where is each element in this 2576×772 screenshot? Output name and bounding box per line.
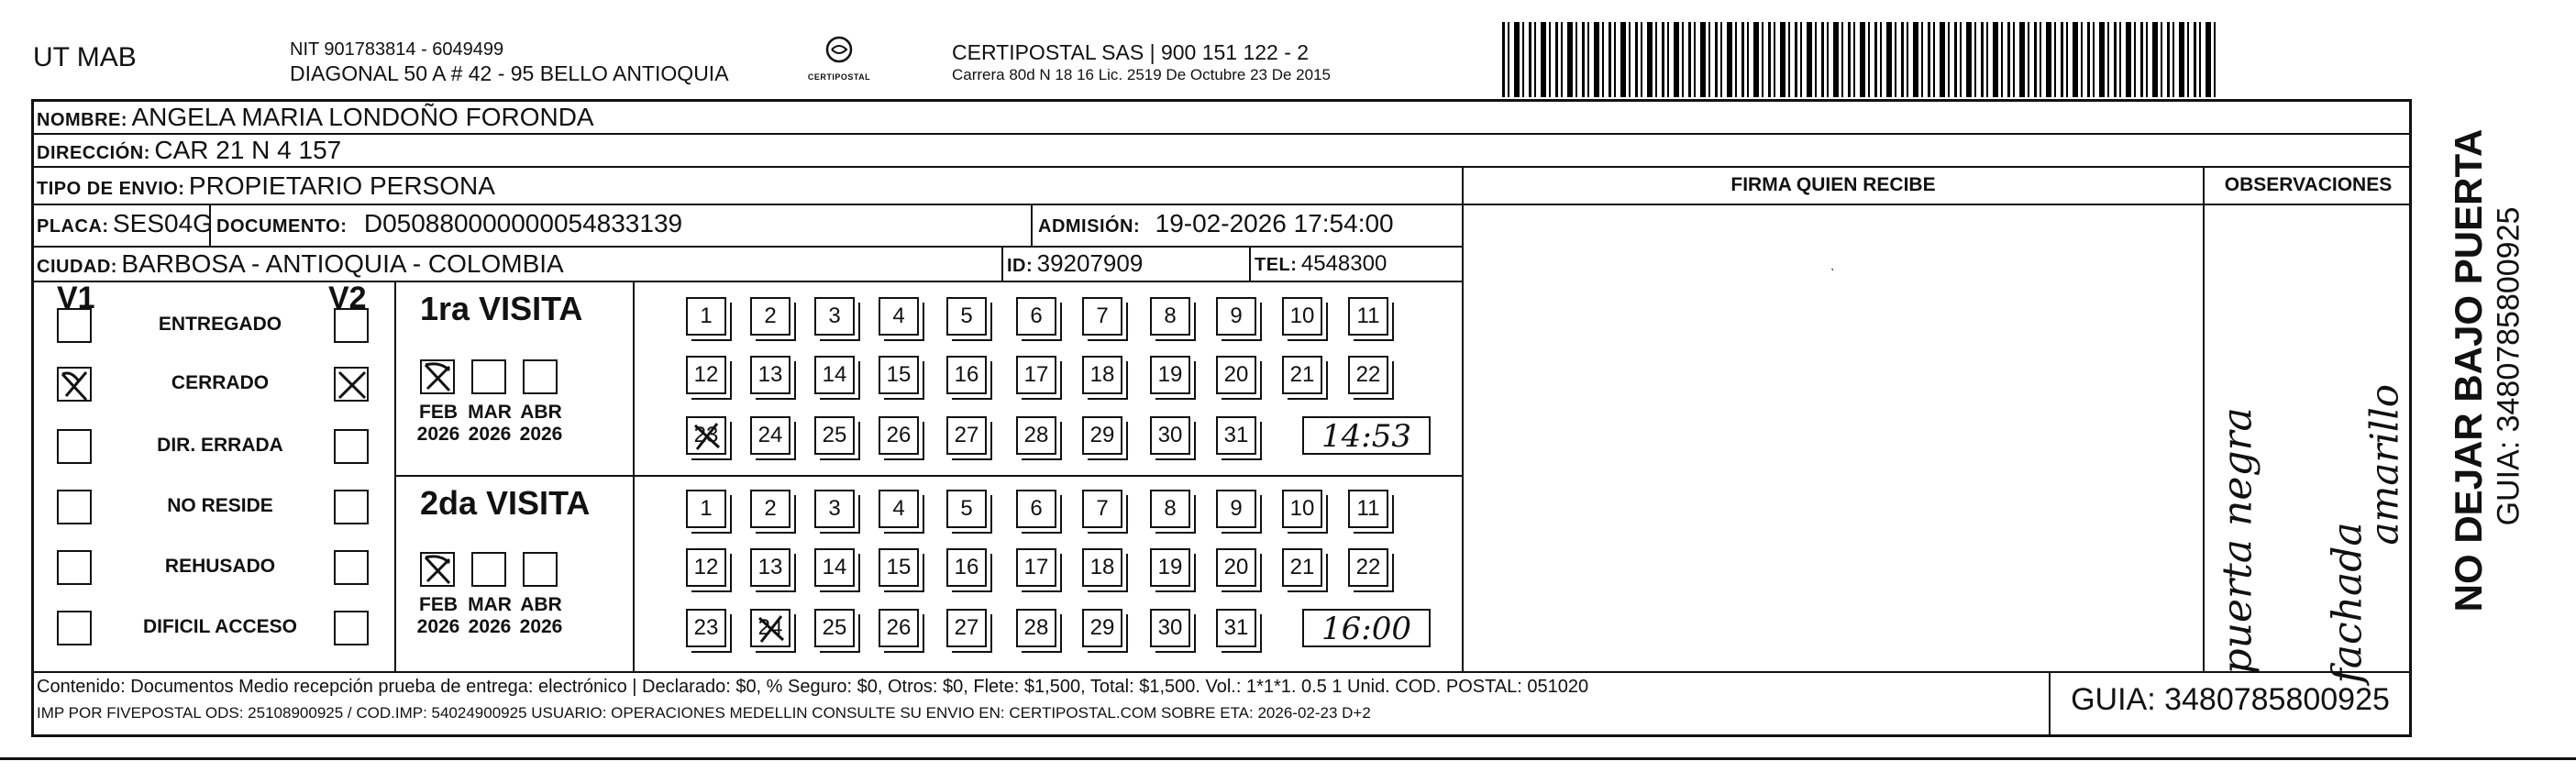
day-box[interactable]: [1016, 548, 1056, 587]
month-label: [464, 402, 515, 446]
day-box[interactable]: [1082, 548, 1122, 587]
signature-mark: ˋ: [1830, 266, 1835, 281]
day-number: 14: [822, 362, 847, 387]
day-box[interactable]: [1150, 416, 1190, 455]
month-year: 2026: [416, 424, 460, 445]
day-box[interactable]: [686, 609, 726, 647]
day-box[interactable]: [1150, 609, 1190, 647]
firma-header: FIRMA QUIEN RECIBE: [1730, 174, 1936, 195]
day-box[interactable]: [750, 297, 790, 336]
day-number: 30: [1157, 615, 1183, 640]
v1-checkbox[interactable]: [57, 429, 92, 464]
visit-time[interactable]: 16:00: [1302, 609, 1431, 647]
day-number: 11: [1356, 303, 1380, 328]
day-box[interactable]: [750, 490, 790, 528]
day-box[interactable]: [1082, 490, 1122, 528]
month-checkbox-mar[interactable]: [471, 359, 506, 394]
day-box[interactable]: [879, 356, 919, 394]
day-number: 19: [1157, 362, 1183, 387]
day-box[interactable]: [814, 297, 855, 336]
day-number: 25: [822, 615, 847, 640]
month-name: MAR: [468, 402, 512, 423]
v2-header: V2: [328, 281, 367, 315]
visit-2-title: 2da VISITA: [420, 484, 591, 522]
day-box[interactable]: [1150, 548, 1190, 587]
month-checkbox-feb[interactable]: [420, 552, 455, 587]
v2-checkbox[interactable]: [334, 550, 369, 585]
day-number: 31: [1223, 423, 1249, 447]
day-number: 11: [1356, 496, 1380, 521]
day-number: 21: [1289, 555, 1315, 579]
logo-icon: [821, 35, 857, 68]
ciudad-value: BARBOSA - ANTIOQUIA - COLOMBIA: [121, 249, 564, 278]
month-label: [413, 402, 464, 446]
day-number: 22: [1355, 555, 1381, 579]
check-mark-icon: [422, 554, 457, 589]
day-box[interactable]: [1082, 356, 1122, 394]
v1-checkbox[interactable]: [57, 367, 92, 402]
day-number: 10: [1289, 303, 1315, 328]
day-number: 2: [764, 496, 777, 521]
day-box[interactable]: [1282, 490, 1322, 528]
day-number: 18: [1089, 555, 1115, 579]
day-number: 26: [886, 615, 912, 640]
day-box[interactable]: [686, 490, 726, 528]
day-number: 10: [1289, 496, 1315, 521]
day-box[interactable]: [686, 548, 726, 587]
id-label: ID:: [1007, 256, 1034, 276]
day-box[interactable]: [1150, 490, 1190, 528]
day-number: 3: [828, 496, 841, 521]
day-box[interactable]: [879, 609, 919, 647]
footer-imp: IMP POR FIVEPOSTAL ODS: 25108900925 / COD.IMP: 54024900925 USUARIO: OPERACIONES MEDELLIN CONSULTE SU ENVIO EN: CERTIPOSTAL.COM SOBRE ETA: 2026-02-23 D+2: [37, 704, 1371, 722]
check-mark-icon: [59, 369, 94, 403]
day-box[interactable]: [1348, 356, 1388, 394]
day-number: 13: [757, 362, 783, 387]
day-number: 24: [757, 615, 783, 640]
day-number: 29: [1089, 615, 1115, 640]
day-box[interactable]: [1150, 356, 1190, 394]
day-number: 20: [1223, 362, 1249, 387]
observaciones-handwritten: [2214, 275, 2407, 684]
day-box[interactable]: [879, 490, 919, 528]
v2-checkbox[interactable]: [334, 611, 369, 645]
reason-label: NO RESIDE: [167, 495, 273, 516]
month-year: 2026: [519, 424, 563, 445]
day-number: 4: [892, 496, 905, 521]
day-box[interactable]: [946, 548, 987, 587]
month-name: FEB: [419, 594, 458, 615]
day-number: 1: [700, 496, 713, 521]
day-box[interactable]: [879, 548, 919, 587]
id-divider: [1001, 246, 1003, 281]
v1-checkbox[interactable]: [57, 611, 92, 645]
reason-label: REHUSADO: [164, 556, 276, 577]
observaciones-header: OBSERVACIONES: [2224, 174, 2393, 195]
day-box[interactable]: [879, 416, 919, 455]
month-name: FEB: [419, 402, 458, 423]
v1-checkbox[interactable]: [57, 550, 92, 585]
day-mark-icon: [691, 420, 724, 464]
month-divider: [633, 281, 635, 671]
day-number: 15: [886, 555, 912, 579]
firma-divider: [1462, 166, 1464, 671]
day-box[interactable]: [750, 416, 790, 455]
side-guia: GUIA: 3480785800925: [2491, 206, 2526, 526]
month-year: 2026: [416, 616, 460, 637]
day-number: 24: [757, 423, 783, 447]
month-checkbox-abr[interactable]: [523, 552, 558, 587]
day-box[interactable]: [1016, 356, 1056, 394]
month-checkbox-abr[interactable]: [523, 359, 558, 394]
recipient-address: CAR 21 N 4 157: [154, 136, 342, 164]
obs-line-1: puerta negra: [2214, 407, 2261, 675]
check-mark-icon: [422, 361, 457, 396]
day-box[interactable]: [814, 490, 855, 528]
v2-checkbox[interactable]: [334, 490, 369, 524]
day-box[interactable]: [1348, 297, 1388, 336]
day-number: 23: [693, 615, 719, 640]
day-number: 9: [1230, 496, 1243, 521]
ciudad-label: CIUDAD:: [37, 257, 117, 277]
v1-checkbox[interactable]: [57, 308, 92, 343]
admision-label: ADMISIÓN:: [1038, 216, 1141, 237]
day-number: 6: [1030, 496, 1043, 521]
day-number: 16: [954, 555, 979, 579]
row-divider: [31, 166, 2412, 168]
tel-value: 4548300: [1300, 251, 1388, 276]
day-number: 8: [1164, 303, 1177, 328]
day-number: 17: [1023, 555, 1049, 579]
day-number: 14: [822, 555, 847, 579]
day-number: 31: [1223, 615, 1249, 640]
month-name: MAR: [468, 594, 512, 615]
day-number: 2: [764, 303, 777, 328]
carrier-name: CERTIPOSTAL SAS | 900 151 122 - 2: [952, 40, 1310, 64]
day-box[interactable]: [1216, 490, 1256, 528]
day-number: 23: [693, 423, 719, 447]
row-divider: [31, 281, 1462, 282]
day-number: 21: [1289, 362, 1315, 387]
day-box[interactable]: [1016, 490, 1056, 528]
side-panel: [2421, 101, 2526, 660]
id-value: 39207909: [1036, 249, 1144, 277]
footer-divider: [31, 671, 2412, 673]
day-number: 28: [1023, 423, 1049, 447]
day-number: 19: [1157, 555, 1183, 579]
day-number: 4: [892, 303, 905, 328]
placa-label: PLACA:: [37, 216, 109, 237]
day-box[interactable]: [1082, 297, 1122, 336]
month-year: 2026: [468, 616, 512, 637]
direccion-label: DIRECCIÓN:: [37, 143, 150, 163]
day-number: 27: [954, 423, 979, 447]
v2-checkbox[interactable]: [334, 308, 369, 343]
month-label: [413, 594, 464, 638]
day-box[interactable]: [946, 297, 987, 336]
recipient-name: ANGELA MARIA LONDOÑO FORONDA: [131, 103, 594, 131]
visit-time[interactable]: 14:53: [1302, 416, 1431, 455]
day-box[interactable]: [814, 356, 855, 394]
day-box[interactable]: [879, 297, 919, 336]
day-number: 7: [1096, 496, 1109, 521]
barcode: [1502, 22, 2217, 97]
day-box[interactable]: [946, 356, 987, 394]
admision-value: 19-02-2026 17:54:00: [1155, 209, 1394, 237]
day-number: 12: [693, 555, 719, 579]
tipo-label: TIPO DE ENVIO:: [37, 179, 185, 199]
month-checkbox-feb[interactable]: [420, 359, 455, 394]
day-box[interactable]: [814, 609, 855, 647]
tel-label: TEL:: [1255, 255, 1298, 275]
v1-header: V1: [57, 281, 95, 315]
row-divider: [31, 246, 1462, 248]
visit-divider: [396, 475, 1462, 477]
status-divider: [394, 281, 396, 671]
day-number: 29: [1089, 423, 1115, 447]
day-number: 20: [1223, 555, 1249, 579]
nit: NIT 901783814 - 6049499: [290, 39, 504, 60]
day-box[interactable]: [686, 416, 726, 455]
footer-guia: GUIA: 3480785800925: [2071, 682, 2390, 717]
page-bottom-line: [0, 757, 2576, 760]
day-number: 8: [1164, 496, 1177, 521]
v2-checkbox[interactable]: [334, 429, 369, 464]
company-name: UT MAB: [33, 42, 137, 72]
v2-checkbox[interactable]: [334, 367, 369, 402]
day-number: 12: [693, 362, 719, 387]
day-box[interactable]: [946, 609, 987, 647]
reason-label: DIR. ERRADA: [157, 435, 283, 456]
month-name: ABR: [520, 594, 562, 615]
day-number: 26: [886, 423, 912, 447]
day-box[interactable]: [750, 548, 790, 587]
day-box[interactable]: [1016, 416, 1056, 455]
day-box[interactable]: [1282, 356, 1322, 394]
month-label: [515, 402, 567, 446]
visit-1-title: 1ra VISITA: [420, 290, 583, 327]
day-box[interactable]: [750, 609, 790, 647]
shipment-type: PROPIETARIO PERSONA: [188, 171, 495, 200]
day-box[interactable]: [1150, 297, 1190, 336]
day-box[interactable]: [1216, 356, 1256, 394]
day-number: 22: [1355, 362, 1381, 387]
day-number: 5: [960, 496, 973, 521]
day-box[interactable]: [1082, 416, 1122, 455]
day-number: 7: [1096, 303, 1109, 328]
logo-text: CERTIPOSTAL: [807, 72, 871, 82]
day-box[interactable]: [814, 416, 855, 455]
admision-divider: [1031, 204, 1033, 246]
day-box[interactable]: [1348, 490, 1388, 528]
day-box[interactable]: [686, 356, 726, 394]
day-number: 9: [1230, 303, 1243, 328]
day-box[interactable]: [1282, 548, 1322, 587]
day-number: 18: [1089, 362, 1115, 387]
day-box[interactable]: [1016, 297, 1056, 336]
day-number: 13: [757, 555, 783, 579]
day-box[interactable]: [1216, 416, 1256, 455]
day-box[interactable]: [1216, 297, 1256, 336]
day-number: 5: [960, 303, 973, 328]
day-box[interactable]: [946, 416, 987, 455]
carrier-license: Carrera 80d N 18 16 Lic. 2519 De Octubre 23 De 2015: [952, 66, 1331, 83]
obs-line-3: amarillo: [2361, 383, 2407, 546]
nombre-label: NOMBRE:: [37, 110, 128, 130]
day-box[interactable]: [1082, 609, 1122, 647]
reason-label: CERRADO: [171, 372, 270, 393]
day-box[interactable]: [1348, 548, 1388, 587]
month-name: ABR: [520, 402, 562, 423]
day-number: 17: [1023, 362, 1049, 387]
row-divider: [1464, 204, 2412, 205]
day-box[interactable]: [1216, 609, 1256, 647]
day-number: 6: [1030, 303, 1043, 328]
no-dejar-title: NO DEJAR BAJO PUERTA: [2447, 128, 2490, 612]
placa-value: SES04G: [113, 209, 213, 237]
documento-label: DOCUMENTO:: [216, 216, 348, 237]
tel-divider: [1249, 246, 1251, 281]
month-label: [515, 594, 567, 638]
day-box[interactable]: [686, 297, 726, 336]
month-label: [464, 594, 515, 638]
day-number: 27: [954, 615, 979, 640]
documento-value: D050880000000054833139: [363, 209, 683, 237]
day-box[interactable]: [750, 356, 790, 394]
reason-label: DIFICIL ACCESO: [142, 616, 297, 637]
row-divider: [31, 133, 2412, 135]
certipostal-logo: [807, 35, 871, 82]
x-mark-icon: [336, 369, 370, 403]
month-checkbox-mar[interactable]: [471, 552, 506, 587]
day-box[interactable]: [1282, 297, 1322, 336]
day-number: 16: [954, 362, 979, 387]
day-mark-icon: [756, 612, 789, 656]
day-number: 28: [1023, 615, 1049, 640]
sender-address: DIAGONAL 50 A # 42 - 95 BELLO ANTIOQUIA: [290, 61, 729, 85]
reason-label: ENTREGADO: [158, 314, 282, 335]
day-box[interactable]: [946, 490, 987, 528]
obs-divider: [2203, 166, 2205, 671]
month-year: 2026: [468, 424, 512, 445]
day-number: 1: [700, 303, 713, 328]
day-box[interactable]: [814, 548, 855, 587]
day-box[interactable]: [1016, 609, 1056, 647]
v1-checkbox[interactable]: [57, 490, 92, 524]
footer-content: Contenido: Documentos Medio recepción prueba de entrega: electrónico | Declarado: $0, % Seguro: $0, Otros: $0, Flete: $1,500, Total: $1,500. Vol.: 1*1*1. 0.5 1 Unid. COD. POSTAL: 051020: [37, 677, 1589, 697]
day-number: 3: [828, 303, 841, 328]
day-number: 30: [1157, 423, 1183, 447]
obs-line-2: fachada: [2324, 522, 2371, 684]
day-number: 25: [822, 423, 847, 447]
day-box[interactable]: [1216, 548, 1256, 587]
month-year: 2026: [519, 616, 563, 637]
row-divider: [31, 204, 1462, 205]
day-number: 15: [886, 362, 912, 387]
